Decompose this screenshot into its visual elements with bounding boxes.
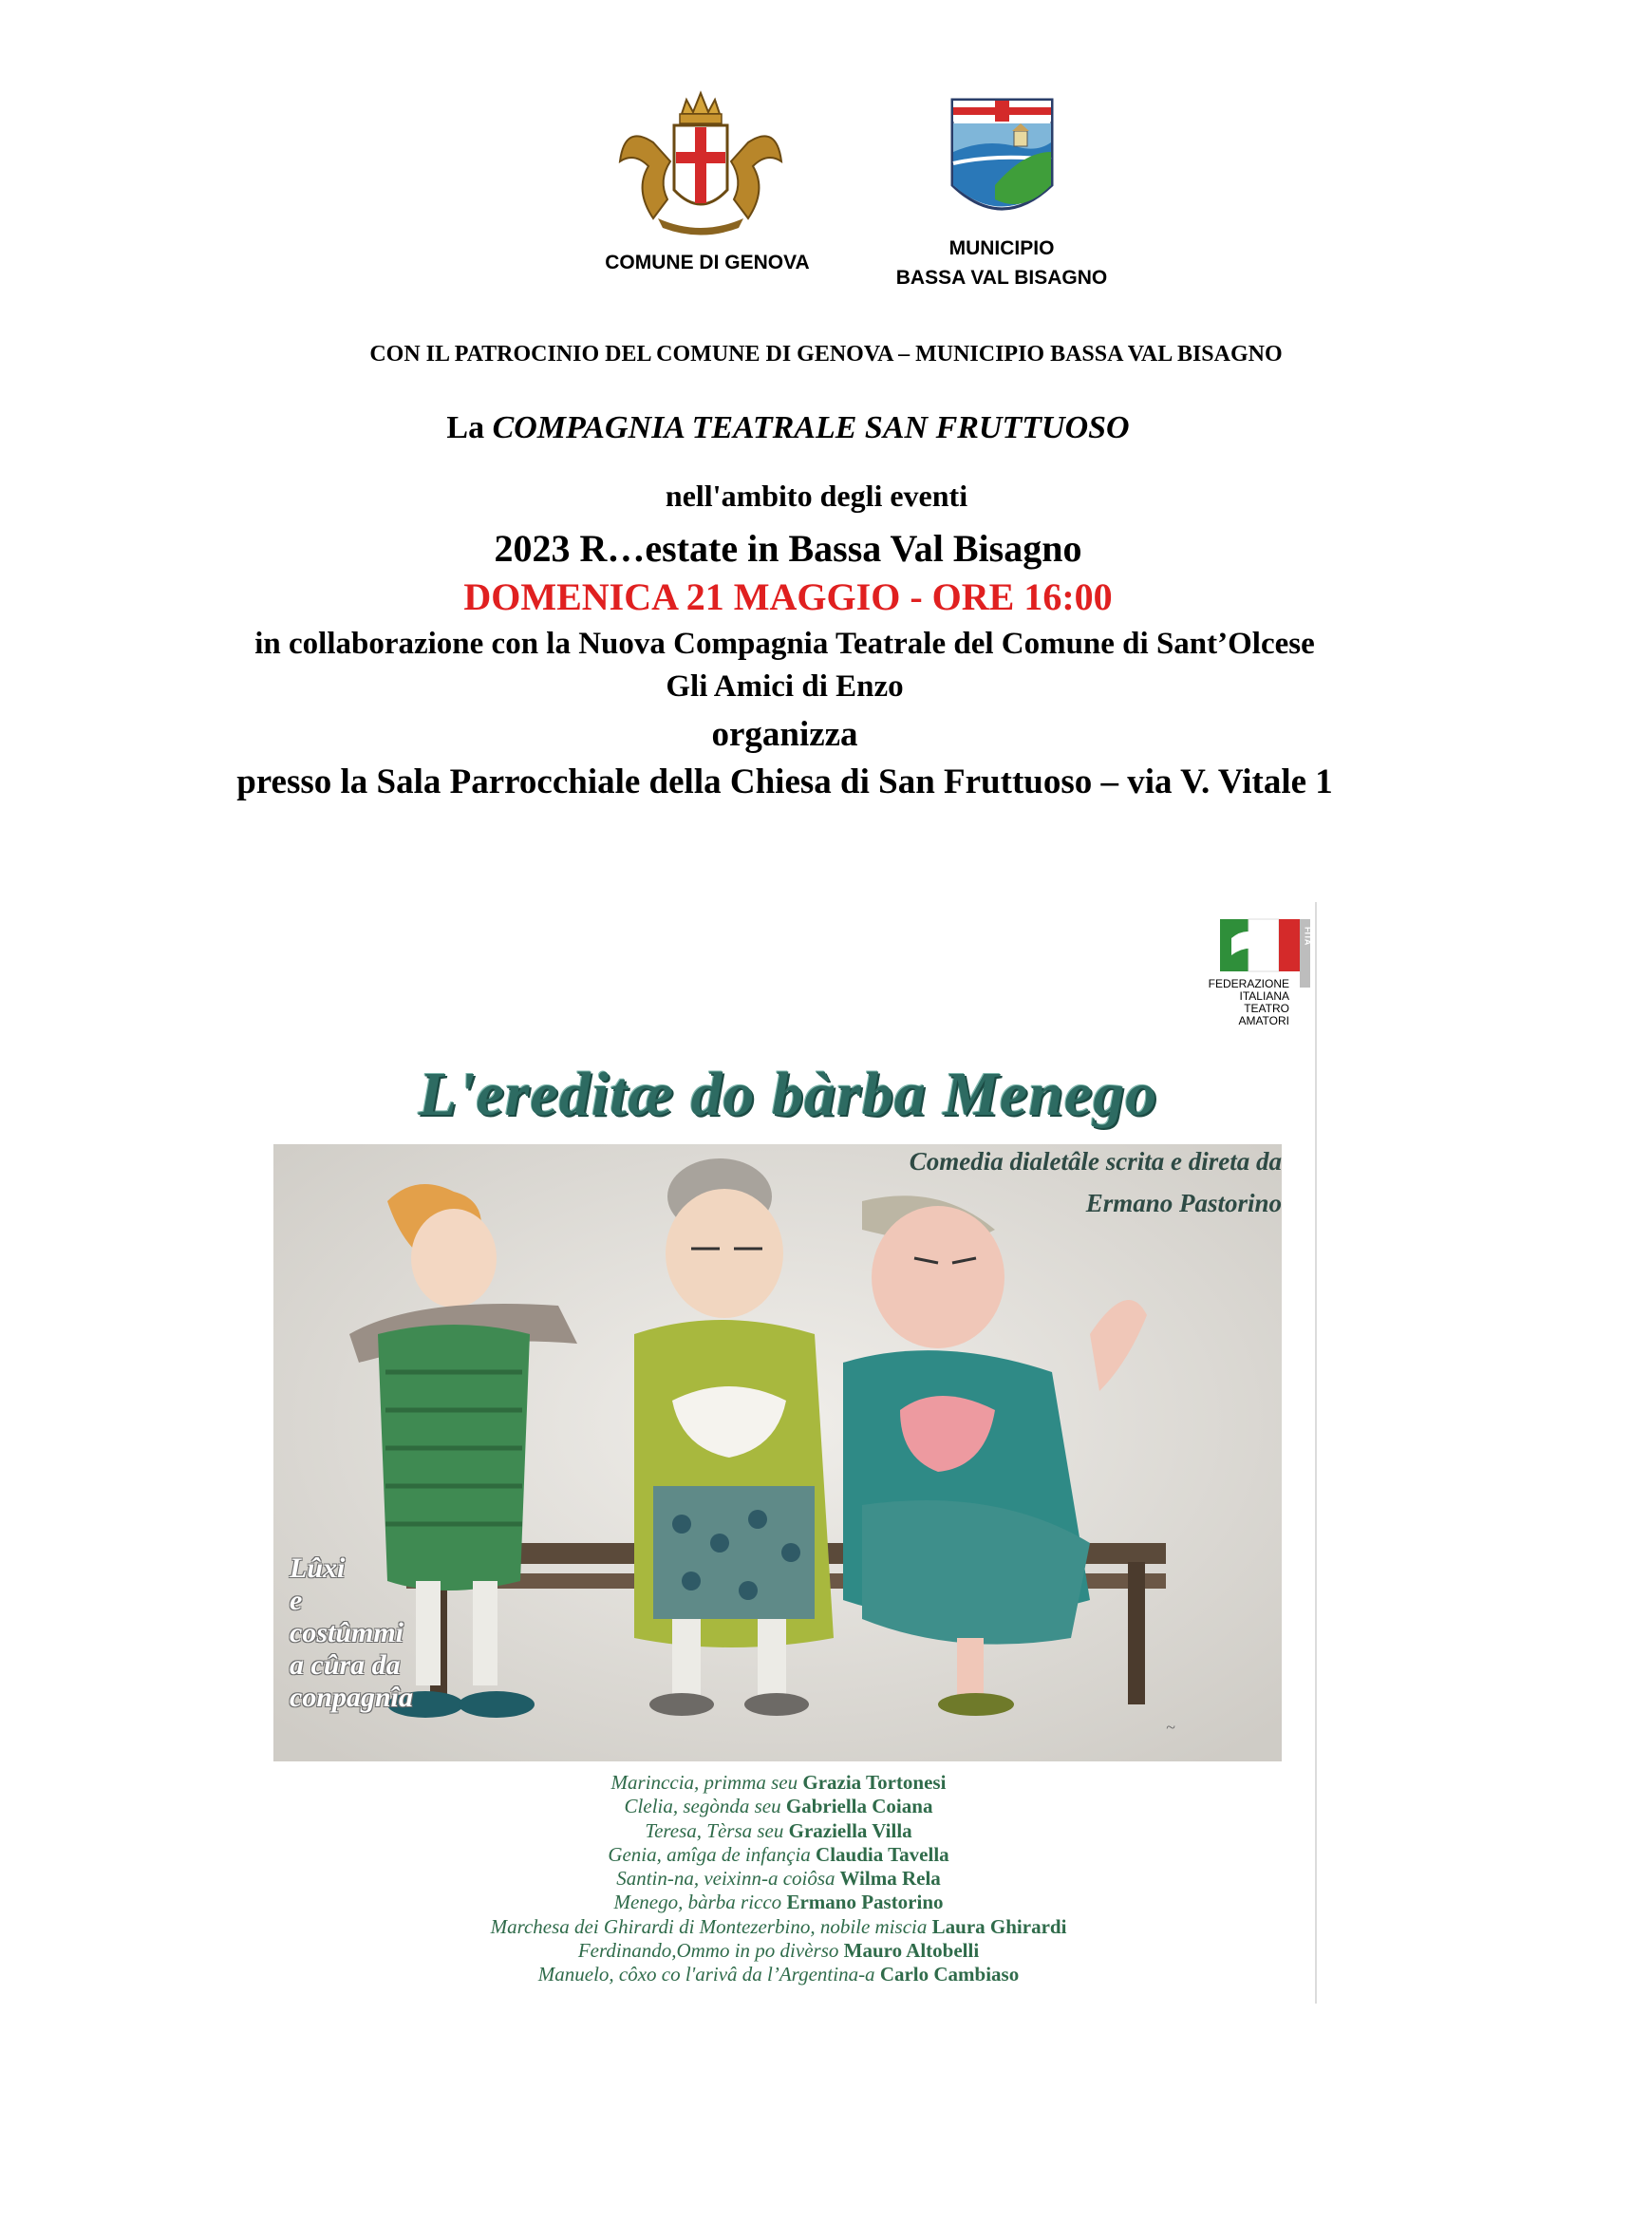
credits-note bbox=[290, 1553, 555, 1714]
genova-label: COMUNE DI GENOVA bbox=[605, 252, 810, 273]
poster-edge-divider bbox=[1315, 902, 1317, 2004]
group-name: Gli Amici di Enzo bbox=[666, 669, 904, 704]
cast-list-item bbox=[275, 1939, 1282, 1963]
cast-list-item bbox=[275, 1891, 1282, 1914]
company-prefix: La bbox=[446, 410, 493, 445]
events-title: 2023 R…estate in Bassa Val Bisagno bbox=[494, 527, 1082, 570]
credits-note-line: a cûra da bbox=[290, 1649, 401, 1681]
events-intro: nell'ambito degli eventi bbox=[665, 479, 968, 513]
credits-note-line: Lûxi bbox=[290, 1553, 346, 1584]
credits-note-line: e bbox=[290, 1585, 303, 1616]
venue-line: presso la Sala Parrocchiale della Chiesa di San Fruttuoso – via V. Vitale 1 bbox=[236, 762, 1333, 801]
patronage-line: CON IL PATROCINIO DEL COMUNE DI GENOVA – MUNICIPIO BASSA VAL BISAGNO bbox=[369, 342, 1283, 367]
poster-subtitle-line2: Ermano Pastorino bbox=[1085, 1189, 1282, 1217]
fita-line: TEATRO bbox=[1244, 1002, 1289, 1015]
company-name: COMPAGNIA TEATRALE SAN FRUTTUOSO bbox=[492, 410, 1130, 445]
cast-actor: Grazia Tortonesi bbox=[802, 1771, 947, 1794]
cast-actor: Ermano Pastorino bbox=[786, 1891, 944, 1914]
cast-list-item bbox=[275, 1843, 1282, 1867]
company-line bbox=[0, 410, 1576, 446]
municipio-label-line2: BASSA VAL BISAGNO bbox=[895, 267, 1108, 289]
cast-actor: Wilma Rela bbox=[839, 1867, 941, 1891]
cast-actor: Carlo Cambiaso bbox=[879, 1963, 1020, 1986]
fita-line: AMATORI bbox=[1238, 1014, 1289, 1027]
fita-vertical-text: FITA bbox=[1303, 927, 1313, 946]
cast-list-item bbox=[275, 1771, 1282, 1795]
credits-note-line: costûmmi bbox=[290, 1617, 404, 1648]
fita-line: FEDERAZIONE bbox=[1208, 977, 1289, 990]
collaboration-line: in collaborazione con la Nuova Compagnia Teatrale del Comune di Sant’Olcese bbox=[254, 627, 1315, 661]
artist-signature: ~ bbox=[1166, 1718, 1175, 1737]
municipio-crest-logo bbox=[948, 95, 1057, 228]
genova-crest-logo bbox=[615, 85, 786, 242]
cast-role: Marinccia, primma seu bbox=[610, 1771, 798, 1794]
cast-actor: Claudia Tavella bbox=[816, 1842, 949, 1866]
cast-list-item bbox=[275, 1867, 1282, 1891]
cast-role: Teresa, Tèrsa seu bbox=[645, 1818, 784, 1842]
municipio-label-line1: MUNICIPIO bbox=[948, 237, 1055, 259]
cast-actor: Mauro Altobelli bbox=[843, 1939, 980, 1963]
organizza-line: organizza bbox=[711, 715, 858, 754]
fita-line: ITALIANA bbox=[1239, 989, 1289, 1003]
cast-role: Clelia, segònda seu bbox=[624, 1795, 781, 1818]
poster-title: L'ereditæ do bàrba Menego bbox=[418, 1060, 1158, 1129]
cast-role: Genia, amîga de infançia bbox=[608, 1842, 811, 1866]
cast-actor: Laura Ghirardi bbox=[931, 1914, 1067, 1938]
cast-actor: Gabriella Coiana bbox=[785, 1795, 933, 1818]
cast-role: Menego, bàrba ricco bbox=[613, 1891, 782, 1914]
cast-list-item bbox=[275, 1963, 1282, 1986]
credits-note-line: conpagnîa bbox=[290, 1682, 414, 1713]
poster-subtitle-line1: Comedia dialetâle scrita e direta da bbox=[909, 1147, 1282, 1176]
cast-role: Ferdinando,Ommo in po divèrso bbox=[577, 1939, 839, 1963]
event-date: DOMENICA 21 MAGGIO - ORE 16:00 bbox=[463, 575, 1113, 618]
fita-text bbox=[1185, 978, 1289, 1027]
cast-role: Santin-na, veixinn-a coiôsa bbox=[616, 1867, 835, 1891]
cast-list-item bbox=[275, 1795, 1282, 1818]
cast-list-item bbox=[275, 1915, 1282, 1939]
cast-list bbox=[275, 1771, 1282, 1987]
cast-actor: Graziella Villa bbox=[788, 1818, 912, 1842]
cast-list-item bbox=[275, 1819, 1282, 1843]
cast-role: Manuelo, côxo co l'arivâ da l’Argentina-a bbox=[537, 1963, 875, 1986]
cast-role: Marchesa dei Ghirardi di Montezerbino, nobile miscia bbox=[490, 1914, 928, 1938]
